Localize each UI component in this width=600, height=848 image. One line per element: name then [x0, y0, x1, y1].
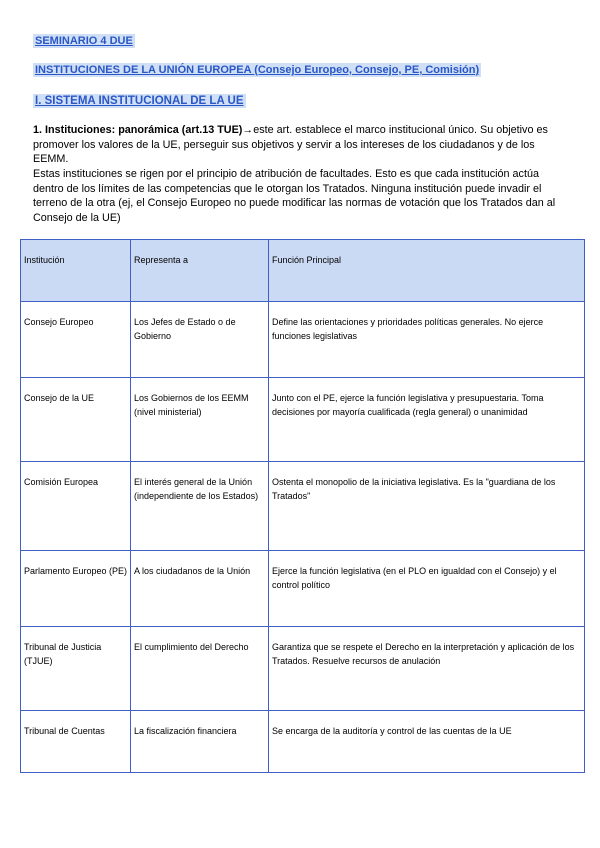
- cell-represents: A los ciudadanos de la Unión: [131, 551, 269, 627]
- header-function: Función Principal: [269, 240, 585, 302]
- seminar-heading: SEMINARIO 4 DUE: [35, 35, 133, 47]
- cell-institution: Consejo Europeo: [21, 302, 131, 378]
- cell-function: Ostenta el monopolio de la iniciativa legislativa. Es la "guardiana de los Tratados": [269, 462, 585, 551]
- cell-represents: La fiscalización financiera: [131, 711, 269, 773]
- cell-institution: Tribunal de Cuentas: [21, 711, 131, 773]
- cell-represents: Los Gobiernos de los EEMM (nivel ministerial): [131, 378, 269, 462]
- table-row: [21, 302, 585, 378]
- attribution-paragraph: Estas instituciones se rigen por el principio de atribución de facultades. Esto es que cada institución actúa dentro de los límites de las competencias que le otorgan los Tratados. Ninguna institución puede invadir el terreno de la otra (ej, el Consejo Europeo no puede modificar las normas de votación que los Tratados dan al Consejo de la UE): [33, 168, 556, 224]
- cell-institution: Parlamento Europeo (PE): [21, 551, 131, 627]
- table-row: [21, 551, 585, 627]
- cell-represents: El interés general de la Unión (independiente de los Estados): [131, 462, 269, 551]
- table-row: [21, 627, 585, 711]
- cell-institution: Consejo de la UE: [21, 378, 131, 462]
- intro-paragraph: [33, 123, 568, 167]
- institutions-heading: INSTITUCIONES DE LA UNIÓN EUROPEA (Consejo Europeo, Consejo, PE, Comisión): [35, 64, 480, 76]
- cell-institution: Comisión Europea: [21, 462, 131, 551]
- cell-represents: El cumplimiento del Derecho: [131, 627, 269, 711]
- table-header-row: [21, 240, 585, 302]
- section-heading: I. SISTEMA INSTITUCIONAL DE LA UE: [35, 95, 244, 107]
- arrow-glyph: →: [242, 124, 254, 136]
- intro-lead: 1. Instituciones: panorámica (art.13 TUE): [33, 124, 243, 136]
- table-row: [21, 378, 585, 462]
- cell-institution: Tribunal de Justicia (TJUE): [21, 627, 131, 711]
- cell-function: Ejerce la función legislativa (en el PLO en igualdad con el Consejo) y el control político: [269, 551, 585, 627]
- institutions-table: [20, 239, 585, 773]
- table-row: [21, 711, 585, 773]
- cell-function: Define las orientaciones y prioridades políticas generales. No ejerce funciones legislativas: [269, 302, 585, 378]
- intro-lead-rest: este art. establece el marco institucional único. Su objetivo es promover los valores de la UE, perseguir sus objetivos y servir a los intereses de los ciudadanos y de los EEMM.: [33, 124, 548, 165]
- cell-function: Se encarga de la auditoría y control de las cuentas de la UE: [269, 711, 585, 773]
- cell-represents: Los Jefes de Estado o de Gobierno: [131, 302, 269, 378]
- header-institution: Institución: [21, 240, 131, 302]
- header-represents: Representa a: [131, 240, 269, 302]
- table-row: [21, 462, 585, 551]
- cell-function: Garantiza que se respete el Derecho en la interpretación y aplicación de los Tratados. Resuelve recursos de anulación: [269, 627, 585, 711]
- cell-function: Junto con el PE, ejerce la función legislativa y presupuestaria. Toma decisiones por mayoría cualificada (regla general) o unanimidad: [269, 378, 585, 462]
